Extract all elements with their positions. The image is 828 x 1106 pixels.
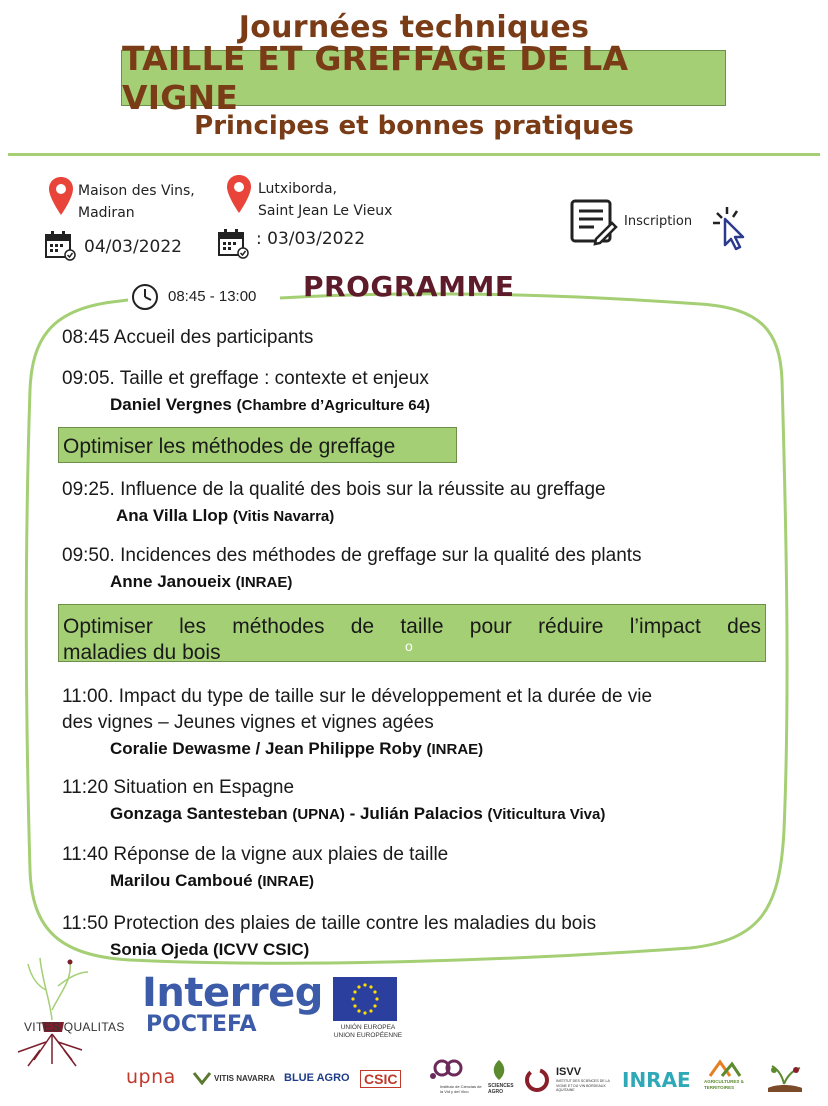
leaf-icon xyxy=(488,1058,510,1082)
program-item: 11:50 Protection des plaies de taille contre les maladies du bois xyxy=(62,913,597,934)
event-1-date: 04/03/2022 xyxy=(84,237,182,257)
upna-logo: upna xyxy=(126,1066,176,1088)
speaker: Anne Janoueix (INRAE) xyxy=(110,572,293,591)
program-item: 09:25. Influence de la qualité des bois sur la réussite au greffage xyxy=(62,479,606,500)
agricultures-territoires-icon xyxy=(706,1058,744,1078)
section-heading: Optimiser les méthodes de taille pour réduire l’impact des maladies du bois o xyxy=(58,604,766,662)
program-item: 08:45 Accueil des participants xyxy=(62,327,314,348)
speaker: Coralie Dewasme / Jean Philippe Roby (INRAE) xyxy=(110,739,484,758)
event-2-location: Lutxiborda, Saint Jean Le Vieux xyxy=(258,181,393,219)
speaker: Marilou Camboué (INRAE) xyxy=(110,871,315,890)
location-pin-icon xyxy=(48,176,74,216)
inscription-link[interactable]: Inscription xyxy=(624,214,693,229)
title-banner xyxy=(121,39,726,117)
poctefa-label: POCTEFA xyxy=(146,1012,257,1037)
vitis-navarra-icon xyxy=(192,1071,212,1085)
icvv-logo-icon xyxy=(428,1058,468,1086)
speaker: Daniel Vergnes (Chambre d’Agriculture 64) xyxy=(110,395,430,414)
calendar-icon xyxy=(44,229,76,261)
program-item: 11:00. Impact du type de taille sur le développement et la durée de vie xyxy=(62,686,653,707)
program-item-continued: des vignes – Jeunes vignes et vignes agées xyxy=(62,712,434,733)
program-item: 09:50. Incidences des méthodes de greffage sur la qualité des plants xyxy=(62,545,642,566)
csic-logo: CSIC xyxy=(360,1070,401,1088)
icvv-label: Instituto de Ciencias de la Vid y del Vino xyxy=(440,1084,482,1094)
eu-flag-icon xyxy=(333,977,397,1021)
bsa-label: SCIENCES AGRO xyxy=(488,1083,514,1095)
header-divider xyxy=(8,153,820,156)
speaker: Ana Villa Llop (Vitis Navarra) xyxy=(116,506,335,525)
blue-agro-logo: BLUE AGRO xyxy=(284,1072,350,1084)
agricultures-territoires-label: AGRICULTURES & TERRITOIRES xyxy=(704,1079,744,1090)
isvv-subtitle: INSTITUT DES SCIENCES DE LA VIGNE ET DU VIN BORDEAUX AQUITAINE xyxy=(556,1079,610,1092)
vineyard-hands-icon xyxy=(762,1060,808,1100)
registration-form-icon[interactable] xyxy=(570,199,618,247)
speaker: Sonia Ojeda (ICVV CSIC) xyxy=(110,940,310,959)
page-title: TAILLE ET GREFFAGE DE LA VIGNE xyxy=(122,39,629,117)
program-item: 09:05. Taille et greffage : contexte et enjeux xyxy=(62,368,429,389)
vites-qualitas-label: VITES QUALITAS xyxy=(24,1020,125,1034)
isvv-logo: ISVV xyxy=(556,1066,582,1078)
program-item: 11:40 Réponse de la vigne aux plaies de taille xyxy=(62,844,449,865)
program-heading: PROGRAMME xyxy=(303,270,515,303)
isvv-circle-icon xyxy=(523,1066,551,1094)
program-hours: 08:45 - 13:00 xyxy=(168,288,257,305)
eu-label: UNIÓN EUROPEA UNION EUROPÉENNE xyxy=(333,1024,403,1039)
interreg-logo: Interreg xyxy=(142,970,323,1016)
vites-qualitas-logo xyxy=(12,950,112,1070)
speaker: Gonzaga Santesteban (UPNA) - Julián Palacios (Viticultura Viva) xyxy=(110,804,606,823)
program-item: 11:20 Situation en Espagne xyxy=(62,777,295,798)
event-2-date: : 03/03/2022 xyxy=(256,229,366,249)
vitis-navarra-logo: VITIS NAVARRA xyxy=(214,1074,276,1083)
click-cursor-icon xyxy=(705,203,753,251)
calendar-icon xyxy=(217,227,249,259)
inrae-logo: INRAE xyxy=(622,1068,691,1092)
section-heading: Optimiser les méthodes de greffage xyxy=(58,427,457,463)
event-type: Journées techniques xyxy=(238,10,590,45)
location-pin-icon xyxy=(226,174,252,214)
event-1-location: Maison des Vins, Madiran xyxy=(78,183,195,221)
clock-icon xyxy=(130,282,160,312)
page-subtitle: Principes et bonnes pratiques xyxy=(194,111,634,141)
